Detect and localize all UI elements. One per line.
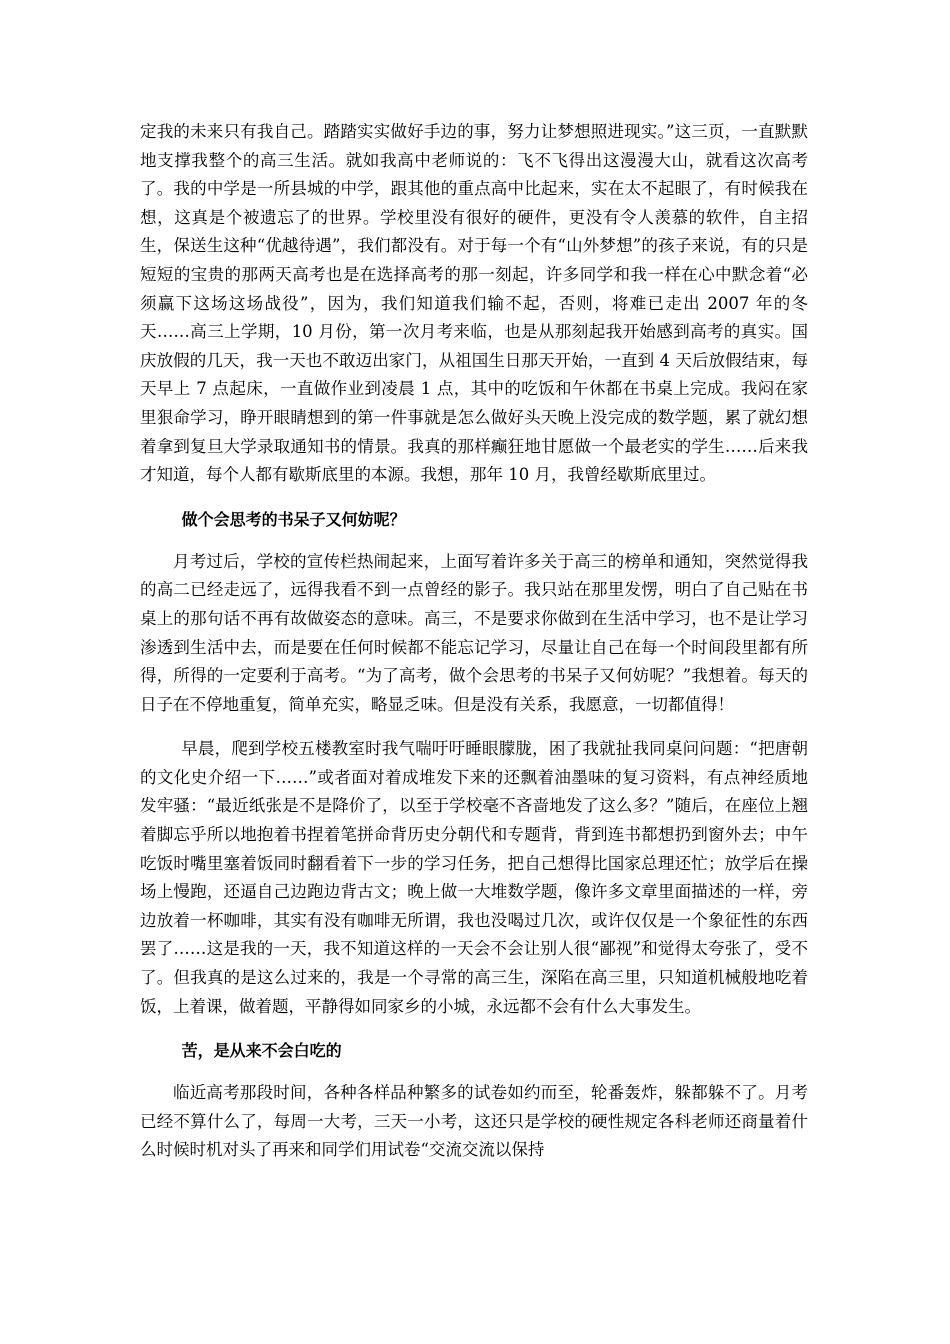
spacer <box>140 490 808 506</box>
spacer <box>140 534 808 548</box>
spacer <box>140 1065 808 1079</box>
section-heading-bookworm: 做个会思考的书呆子又何妨呢？ <box>181 509 406 529</box>
section-heading-hardship: 苦，是从来不会白吃的 <box>181 1041 342 1061</box>
paragraph-exam-papers: 临近高考那段时间，各种各样品种繁多的试卷如约而至，轮番轰炸，躲都躲不了。月考已经不算什么了，每周一大考，三天一小考，这还只是学校的硬性规定各科老师还商量着什么时候时机对头了再来和同学们用试卷“交流交流以保持 <box>140 1083 808 1160</box>
article-body <box>140 118 808 1165</box>
spacer <box>140 719 808 735</box>
paragraph-intro: 定我的未来只有我自己。踏踏实实做好手边的事，努力让梦想照进现实。”这三页，一直默默地支撑我整个的高三生活。就如我高中老师说的：飞不飞得出这漫漫大山，就看这次高考了。我的中学是一所县城的中学，跟其他的重点高中比起来，实在太不起眼了，有时候我在想，这真是个被遗忘了的世界。学校里没有很好的硬件，更没有令人羡慕的软件，自主招生，保送生这种“优越待遇”，我们都没有。对于每一个有“山外梦想”的孩子来说，有的只是短短的宝贵的那两天高考也是在选择高考的那一刻起，许多同学和我一样在心中默念着“必须赢下这场这场战役”，因为，我们知道我们输不起，否则，将难已走出 2007 年的冬天……高三上学期，10 月份，第一次月考来临，也是从那刻起我开始感到高考的真实。国庆放假的几天，我一天也不敢迈出家门，从祖国生日那天开始，一直到 4 天后放假结束，每天早上 7 点起床，一直做作业到凌晨 1 点，其中的吃饭和午休都在书桌上完成。我闷在家里狠命学习，睁开眼睛想到的第一件事就是怎么做好头天晚上没完成的数学题，累了就幻想着拿到复旦大学录取通知书的情景。我真的那样癫狂地甘愿做一个最老实的学生……后来我才知道，每个人都有歇斯底里的本源。我想，那年 10 月，我曾经歇斯底里过。 <box>140 122 808 485</box>
paragraph-daily-routine: 早晨，爬到学校五楼教室时我气喘吁吁睡眼朦胧，困了我就扯我同桌问问题：“把唐朝的文化史介绍一下……”或者面对着成堆发下来的还飘着油墨味的复习资料，有点神经质地发牢骚：“最近纸张是不是降价了，以至于学校毫不吝啬地发了这么多？”随后，在座位上翘着脚忘乎所以地抱着书捏着笔拼命背历史分朝代和专题背，背到连书都想扔到窗外去；中午吃饭时嘴里塞着饭同时翻看着下一步的学习任务，把自己想得比国家总理还忙；放学后在操场上慢跑，还逼自己边跑边背古文；晚上做一大堆数学题，像许多文章里面描述的一样，旁边放着一杯咖啡，其实有没有咖啡无所谓，我也没喝过几次，或许仅仅是一个象征性的东西罢了……这是我的一天，我不知道这样的一天会不会让别人很“鄙视”和觉得太夸张了，受不了。但我真的是这么过来的，我是一个寻常的高三生，深陷在高三里，只知道机械般地吃着饭，上着课，做着题，平静得如同家乡的小城，永远都不会有什么大事发生。 <box>140 739 808 1016</box>
spacer <box>140 1021 808 1037</box>
paragraph-monthly-exam: 月考过后，学校的宣传栏热闹起来，上面写着许多关于高三的榜单和通知，突然觉得我的高二已经走远了，远得我看不到一点曾经的影子。我只站在那里发愣，明白了自己贴在书桌上的那句话不再有故做姿态的意味。高三，不是要求你做到在生活中学习，也不是让学习渗透到生活中去，而是要在任何时候都不能忘记学习，尽量让自己在每一个时间段里都有所得，所得的一定要利于高考。“为了高考，做个会思考的书呆子又何妨呢？”我想着。每天的日子在不停地重复，简单充实，略显乏味。但是没有关系，我愿意，一切都值得！ <box>140 551 808 714</box>
